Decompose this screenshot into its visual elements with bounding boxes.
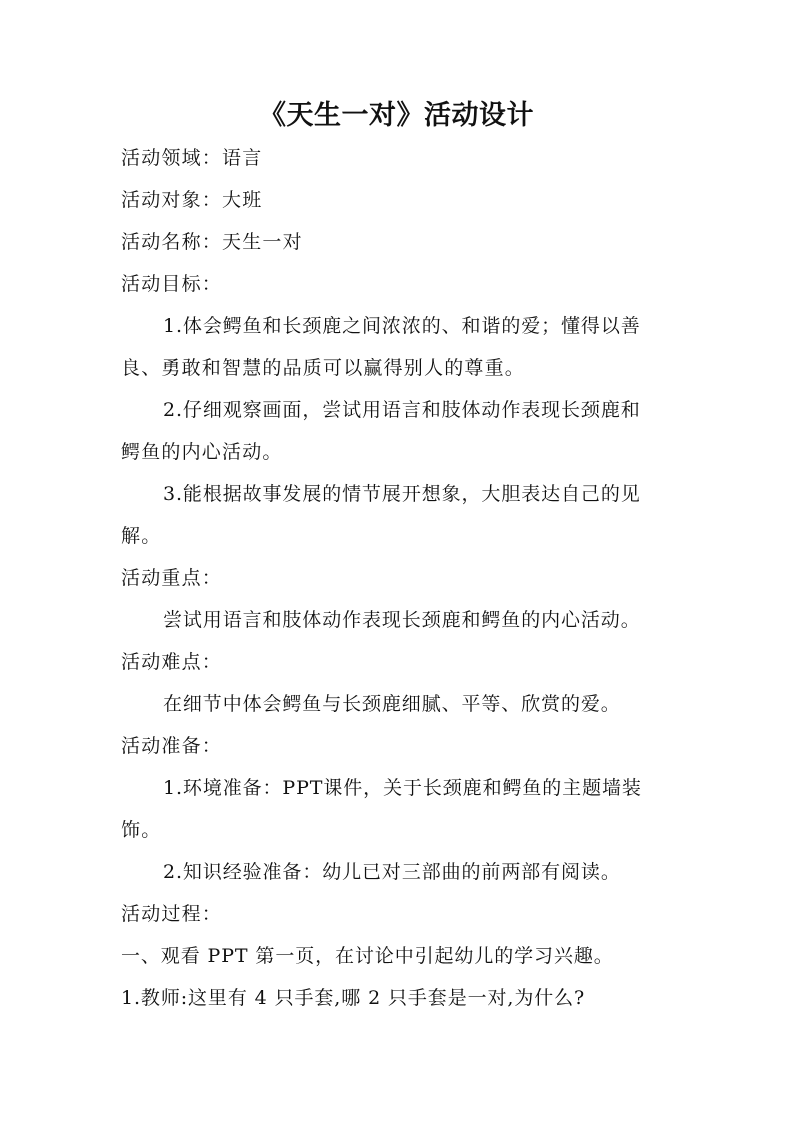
goal-1-line-2: 良、勇敢和智慧的品质可以赢得别人的尊重。 bbox=[121, 357, 526, 379]
key-points-text: 尝试用语言和肢体动作表现长颈鹿和鳄鱼的内心活动。 bbox=[163, 609, 641, 631]
activity-target-line: 活动对象：大班 bbox=[121, 189, 263, 211]
preparation-heading: 活动准备： bbox=[121, 735, 223, 757]
goal-3-line-2: 解。 bbox=[121, 525, 162, 547]
process-step-1-question: 1.教师:这里有 4 只手套,哪 2 只手套是一对,为什么? bbox=[121, 987, 586, 1009]
preparation-2-line: 2.知识经验准备：幼儿已对三部曲的前两部有阅读。 bbox=[163, 861, 621, 883]
preparation-1-line-2: 饰。 bbox=[121, 819, 162, 841]
activity-goals-heading: 活动目标： bbox=[121, 273, 223, 295]
key-points-heading: 活动重点： bbox=[121, 567, 223, 589]
activity-domain-line: 活动领域：语言 bbox=[121, 147, 263, 169]
difficult-points-heading: 活动难点： bbox=[121, 651, 223, 673]
process-heading: 活动过程： bbox=[121, 903, 223, 925]
activity-name-line: 活动名称：天生一对 bbox=[121, 231, 303, 253]
document-title: 《天生一对》活动设计 bbox=[259, 100, 534, 131]
goal-3-line-1: 3.能根据故事发展的情节展开想象，大胆表达自己的见 bbox=[163, 483, 641, 505]
process-step-1-title: 一、观看 PPT 第一页，在讨论中引起幼儿的学习兴趣。 bbox=[121, 945, 614, 967]
goal-2-line-1: 2.仔细观察画面，尝试用语言和肢体动作表现长颈鹿和 bbox=[163, 399, 641, 421]
goal-2-line-2: 鳄鱼的内心活动。 bbox=[121, 441, 283, 463]
preparation-1-line-1: 1.环境准备：PPT课件，关于长颈鹿和鳄鱼的主题墙装 bbox=[163, 777, 642, 799]
difficult-points-text: 在细节中体会鳄鱼与长颈鹿细腻、平等、欣赏的爱。 bbox=[163, 693, 621, 715]
goal-1-line-1: 1.体会鳄鱼和长颈鹿之间浓浓的、和谐的爱；懂得以善 bbox=[163, 315, 641, 337]
